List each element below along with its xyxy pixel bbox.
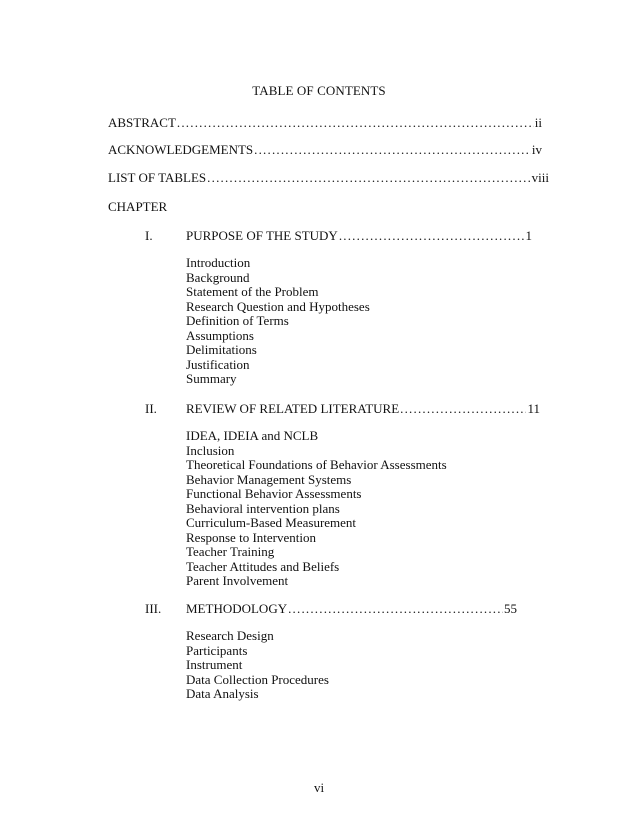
- toc-entry-page: ii: [534, 115, 542, 130]
- section-item[interactable]: Teacher Training: [186, 544, 275, 559]
- section-item[interactable]: Data Collection Procedures: [186, 671, 329, 687]
- chapter-3-sections: [186, 629, 329, 702]
- section-item[interactable]: Statement of the Problem: [186, 284, 319, 299]
- section-item[interactable]: Assumptions: [186, 327, 254, 343]
- section-item[interactable]: Parent Involvement: [186, 573, 289, 588]
- toc-entry-chapter-2[interactable]: [186, 402, 540, 417]
- dot-leader: [400, 402, 526, 417]
- chapter-2-sections: [186, 429, 447, 589]
- section-item[interactable]: Background: [186, 269, 250, 285]
- toc-entry-label: METHODOLOGY: [186, 601, 288, 616]
- toc-entry-label: ABSTRACT: [108, 115, 176, 130]
- section-item[interactable]: Justification: [186, 356, 250, 372]
- section-item[interactable]: Behavior Management Systems: [186, 471, 352, 487]
- page-title: TABLE OF CONTENTS: [252, 83, 386, 98]
- toc-entry-page: viii: [531, 170, 549, 185]
- toc-entry-abstract[interactable]: [108, 116, 542, 131]
- section-item[interactable]: Inclusion: [186, 442, 235, 458]
- chapter-numeral: I.: [145, 228, 153, 243]
- toc-entry-page: 55: [504, 601, 517, 616]
- section-item[interactable]: Teacher Attitudes and Beliefs: [186, 558, 340, 574]
- dot-leader: [288, 602, 503, 617]
- section-item[interactable]: Delimitations: [186, 342, 257, 357]
- toc-entry-acknowledgements[interactable]: [108, 143, 542, 158]
- section-item[interactable]: Participants: [186, 642, 248, 658]
- toc-entry-page: 11: [527, 401, 540, 416]
- toc-entry-label: REVIEW OF RELATED LITERATURE: [186, 401, 400, 416]
- chapter-heading: CHAPTER: [108, 199, 168, 214]
- toc-entry-page: 1: [525, 228, 532, 243]
- toc-entry-chapter-1[interactable]: [186, 229, 532, 244]
- chapter-numeral: II.: [145, 401, 157, 416]
- toc-entry-list-of-tables[interactable]: [108, 171, 549, 186]
- section-item[interactable]: Theoretical Foundations of Behavior Assessments: [186, 457, 447, 472]
- dot-leader: [207, 171, 530, 186]
- toc-entry-chapter-3[interactable]: [186, 602, 517, 617]
- section-item[interactable]: Definition of Terms: [186, 313, 289, 328]
- section-item[interactable]: Curriculum-Based Measurement: [186, 515, 357, 530]
- section-item[interactable]: Research Question and Hypotheses: [186, 298, 370, 314]
- toc-entry-label: ACKNOWLEDGEMENTS: [108, 142, 254, 157]
- section-item[interactable]: Summary: [186, 371, 237, 386]
- page-number: vi: [313, 780, 325, 795]
- section-item[interactable]: Response to Intervention: [186, 529, 316, 545]
- toc-entry-page: iv: [531, 142, 542, 157]
- section-item[interactable]: Introduction: [186, 255, 251, 270]
- toc-entry-label: LIST OF TABLES: [108, 170, 207, 185]
- dot-leader: [177, 116, 534, 131]
- section-item[interactable]: Research Design: [186, 628, 274, 643]
- section-item[interactable]: Instrument: [186, 657, 243, 672]
- dot-leader: [339, 229, 525, 244]
- section-item[interactable]: IDEA, IDEIA and NCLB: [186, 428, 319, 443]
- chapter-1-sections: [186, 256, 370, 387]
- section-item[interactable]: Functional Behavior Assessments: [186, 486, 362, 501]
- dot-leader: [254, 143, 531, 158]
- section-item[interactable]: Behavioral intervention plans: [186, 500, 340, 516]
- chapter-numeral: III.: [145, 601, 162, 616]
- section-item[interactable]: Data Analysis: [186, 686, 259, 701]
- toc-entry-label: PURPOSE OF THE STUDY: [186, 228, 338, 243]
